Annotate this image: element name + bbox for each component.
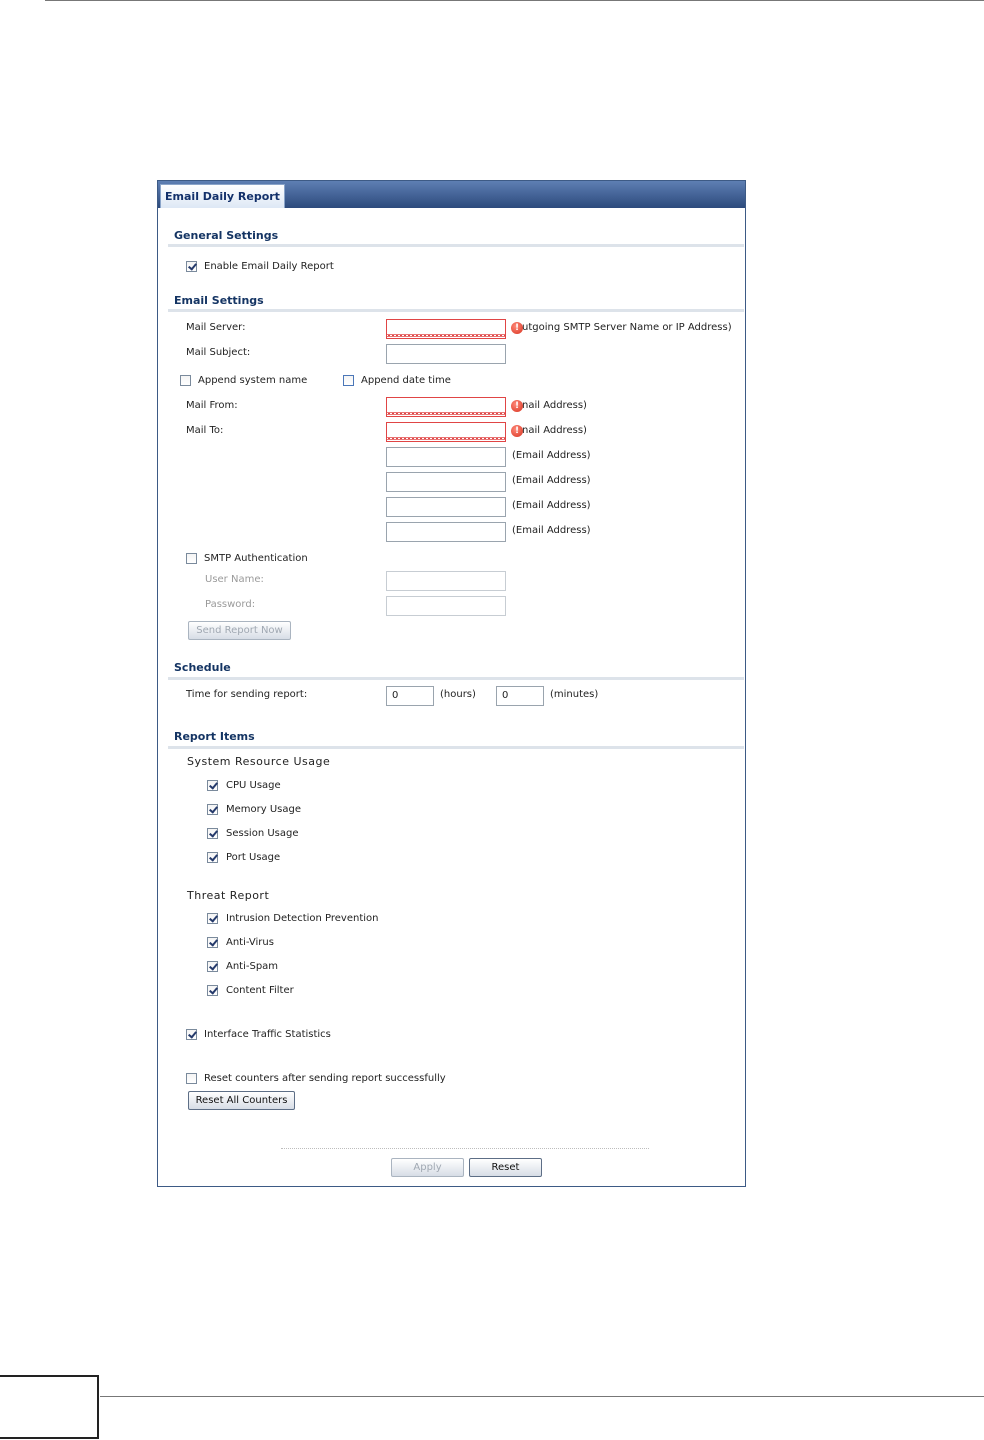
email-address-hint: (Email Address) (512, 500, 591, 511)
user-name-label: User Name: (205, 574, 264, 585)
interface-traffic-statistics-checkbox[interactable] (186, 1029, 197, 1040)
port-usage-checkbox[interactable] (207, 852, 218, 863)
hours-input[interactable]: 0 (386, 686, 434, 706)
mail-from-label: Mail From: (186, 400, 238, 411)
anti-virus-label: Anti-Virus (226, 937, 274, 948)
password-label: Password: (205, 599, 256, 610)
section-divider (168, 244, 744, 247)
tab-bar (158, 181, 745, 208)
idp-checkbox[interactable] (207, 913, 218, 924)
hours-label: (hours) (440, 689, 476, 700)
mail-to-input-5[interactable] (386, 522, 506, 542)
append-system-name-checkbox[interactable] (180, 375, 191, 386)
tab-email-daily-report[interactable]: Email Daily Report (160, 184, 285, 208)
section-divider (168, 677, 744, 680)
page-top-rule (45, 0, 984, 1)
mail-to-input-4[interactable] (386, 497, 506, 517)
reset-counters-label: Reset counters after sending report successfully (204, 1073, 446, 1084)
reset-button[interactable]: Reset (469, 1158, 542, 1177)
schedule-title: Schedule (174, 661, 231, 674)
mail-from-hint: nail Address) (522, 400, 587, 411)
mail-from-input[interactable] (386, 397, 506, 417)
reset-counters-checkbox[interactable] (186, 1073, 197, 1084)
memory-usage-checkbox[interactable] (207, 804, 218, 815)
mail-to-input-3[interactable] (386, 472, 506, 492)
page-bottom-rule (100, 1396, 984, 1397)
send-report-now-button[interactable]: Send Report Now (188, 621, 291, 640)
mail-server-label: Mail Server: (186, 322, 246, 333)
anti-spam-label: Anti-Spam (226, 961, 279, 972)
footer-divider (281, 1148, 649, 1149)
mail-to-input-2[interactable] (386, 447, 506, 467)
port-usage-label: Port Usage (226, 852, 281, 863)
error-icon: ! (511, 425, 523, 437)
time-for-sending-report-label: Time for sending report: (186, 689, 308, 700)
cpu-usage-label: CPU Usage (226, 780, 281, 791)
mail-server-hint: utgoing SMTP Server Name or IP Address) (522, 322, 732, 333)
email-address-hint: (Email Address) (512, 525, 591, 536)
memory-usage-label: Memory Usage (226, 804, 302, 815)
threat-report-title: Threat Report (187, 889, 270, 902)
anti-virus-checkbox[interactable] (207, 937, 218, 948)
apply-button[interactable]: Apply (391, 1158, 464, 1177)
session-usage-label: Session Usage (226, 828, 299, 839)
error-icon: ! (511, 400, 523, 412)
email-address-hint: (Email Address) (512, 450, 591, 461)
password-input[interactable] (386, 596, 506, 616)
mail-to-label: Mail To: (186, 425, 224, 436)
report-items-title: Report Items (174, 730, 255, 743)
error-icon: ! (511, 322, 523, 334)
mail-subject-input[interactable] (386, 344, 506, 364)
session-usage-checkbox[interactable] (207, 828, 218, 839)
interface-traffic-statistics-label: Interface Traffic Statistics (204, 1029, 331, 1040)
page-number-box (0, 1375, 99, 1439)
mail-to-hint: nail Address) (522, 425, 587, 436)
general-settings-title: General Settings (174, 229, 279, 242)
smtp-authentication-checkbox[interactable] (186, 553, 197, 564)
system-resource-usage-title: System Resource Usage (187, 755, 331, 768)
cpu-usage-checkbox[interactable] (207, 780, 218, 791)
append-date-time-label: Append date time (361, 375, 451, 386)
content-filter-checkbox[interactable] (207, 985, 218, 996)
email-daily-report-panel (157, 180, 746, 1187)
mail-to-input-1[interactable] (386, 422, 506, 442)
email-address-hint: (Email Address) (512, 475, 591, 486)
section-divider (168, 309, 744, 312)
mail-server-input[interactable] (386, 319, 506, 339)
email-settings-title: Email Settings (174, 294, 264, 307)
enable-email-daily-report-label: Enable Email Daily Report (204, 261, 334, 272)
minutes-label: (minutes) (550, 689, 599, 700)
smtp-authentication-label: SMTP Authentication (204, 553, 308, 564)
enable-email-daily-report-checkbox[interactable] (186, 261, 197, 272)
reset-all-counters-button[interactable]: Reset All Counters (188, 1091, 295, 1110)
minutes-input[interactable]: 0 (496, 686, 544, 706)
user-name-input[interactable] (386, 571, 506, 591)
section-divider (168, 746, 744, 749)
append-date-time-checkbox[interactable] (343, 375, 354, 386)
idp-label: Intrusion Detection Prevention (226, 913, 379, 924)
content-filter-label: Content Filter (226, 985, 294, 996)
mail-subject-label: Mail Subject: (186, 347, 251, 358)
anti-spam-checkbox[interactable] (207, 961, 218, 972)
append-system-name-label: Append system name (198, 375, 308, 386)
